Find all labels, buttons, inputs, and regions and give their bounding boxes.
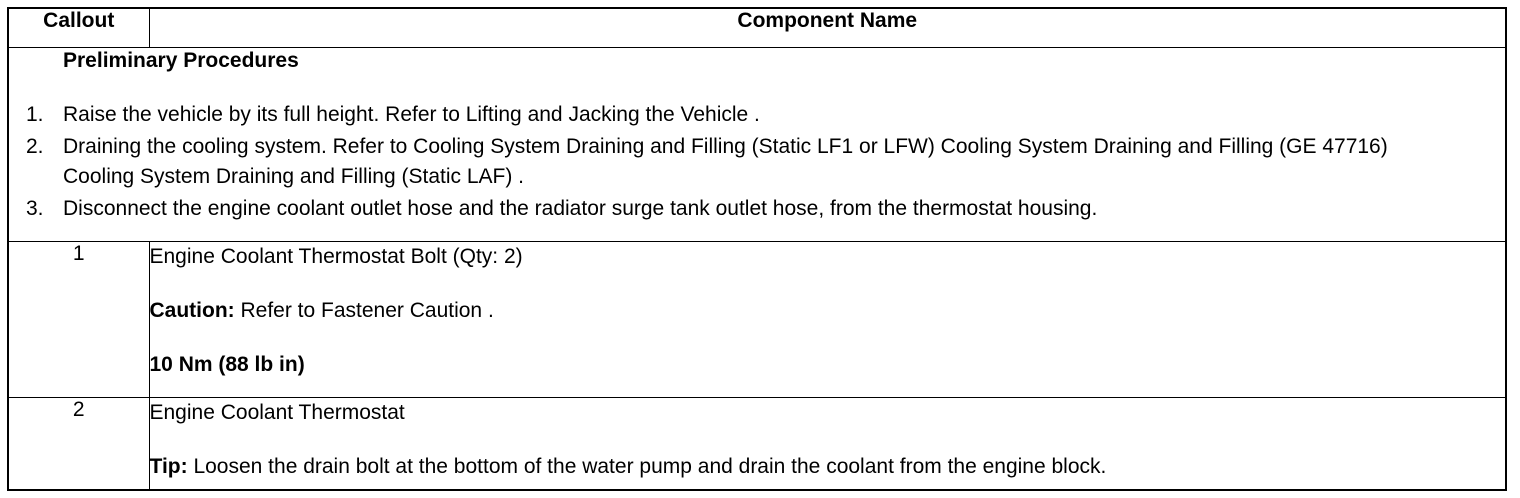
step-number: 2. — [26, 135, 44, 158]
table-row — [9, 242, 1505, 398]
table-header-row — [9, 9, 1505, 48]
procedure-table — [9, 9, 1505, 490]
preliminary-cell — [9, 48, 1505, 242]
procedure-table-frame — [7, 7, 1507, 491]
tip-note — [150, 452, 1506, 482]
component-name: Engine Coolant Thermostat — [149, 401, 405, 424]
step-item — [9, 132, 1505, 192]
header-callout: Callout — [9, 9, 149, 48]
header-component-name: Component Name — [149, 9, 1505, 48]
step-text: Disconnect the engine coolant outlet hose and the radiator surge tank outlet hose, from the thermostat housing. — [63, 197, 1098, 220]
callout-cell: 1 — [9, 242, 149, 398]
step-number: 3. — [26, 197, 44, 220]
callout-cell: 2 — [9, 398, 149, 491]
step-number: 1. — [26, 103, 44, 126]
step-item — [9, 100, 1505, 130]
step-item — [9, 194, 1505, 224]
component-cell — [149, 242, 1505, 398]
preliminary-steps — [9, 100, 1505, 224]
caution-text: Refer to Fastener Caution . — [234, 299, 494, 322]
component-name: Engine Coolant Thermostat Bolt (Qty: 2) — [149, 245, 523, 268]
step-text: Raise the vehicle by its full height. Refer to Lifting and Jacking the Vehicle . — [63, 103, 760, 126]
tip-label: Tip: — [149, 455, 188, 478]
torque-spec: 10 Nm (88 lb in) — [149, 353, 305, 376]
caution-label: Caution: — [149, 299, 235, 322]
caution-note — [150, 296, 1506, 326]
preliminary-title: Preliminary Procedures — [63, 49, 299, 72]
component-cell — [149, 398, 1505, 491]
table-row — [9, 398, 1505, 491]
preliminary-row — [9, 48, 1505, 242]
tip-text: Loosen the drain bolt at the bottom of the water pump and drain the coolant from the engine block. — [187, 455, 1107, 478]
step-text: Draining the cooling system. Refer to Cooling System Draining and Filling (Static LF1 or LFW) Cooling System Draining and Filling (GE 47716) Cooling System Draining and Filling (Static LAF) . — [63, 135, 1388, 188]
